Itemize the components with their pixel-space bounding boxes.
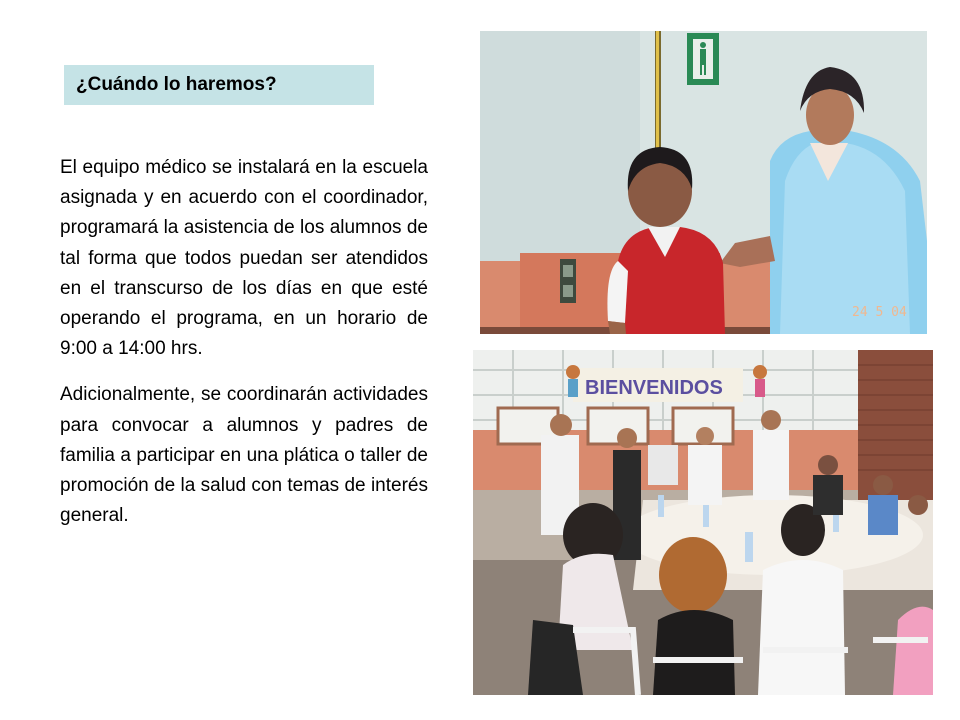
photo-nurse-and-student <box>480 31 927 334</box>
welcome-banner-text: BIENVENIDOS <box>585 377 723 399</box>
slide-title: ¿Cuándo lo haremos? <box>76 74 277 95</box>
photo-welcome-meeting-image <box>473 350 933 695</box>
paragraph-schedule: El equipo médico se instalará en la escuela asignada y en acuerdo con el coordinador, programará la asistencia de los alumnos de tal forma que todos puedan ser atendidos en el transcurso de los días en que esté operando el programa, en un horario de 9:00 a 14:00 hrs. <box>60 157 428 360</box>
body-text <box>60 153 428 547</box>
photo-welcome-meeting <box>473 350 933 695</box>
date-stamp: 24 5 04 <box>852 305 907 320</box>
title-box <box>64 65 374 105</box>
paragraph-activities: Adicionalmente, se coordinarán actividades para convocar a alumnos y padres de familia a participar en una plática o taller de promoción de la salud con temas de interés general. <box>60 384 428 527</box>
photo-nurse-and-student-image <box>480 31 927 334</box>
